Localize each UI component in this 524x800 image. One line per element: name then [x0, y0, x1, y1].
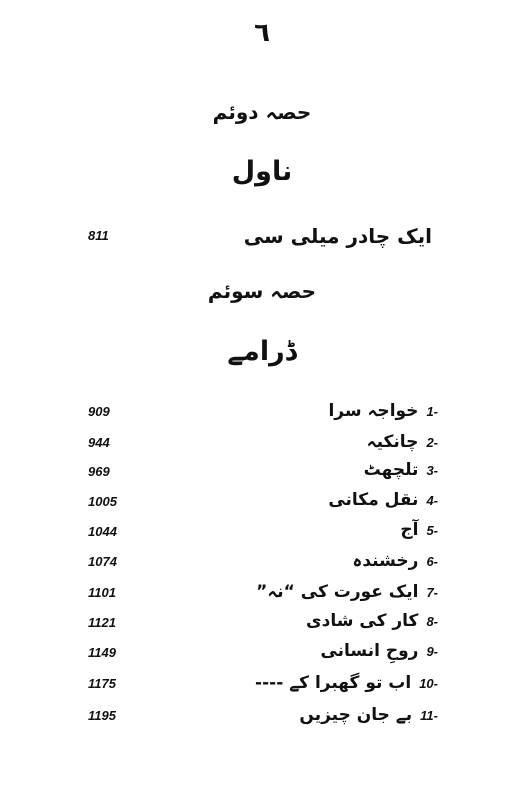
toc-entry-title: کار کی شادی	[306, 611, 419, 631]
toc-page-number: 909	[88, 404, 110, 419]
toc-row-drama-6	[0, 550, 524, 580]
toc-entry	[364, 460, 438, 480]
toc-entry-title: ایک چادر میلی سی	[243, 224, 432, 248]
toc-entry-title: ایک عورت کی “نہ”	[256, 582, 419, 602]
toc-entry-number: 5-	[426, 523, 438, 538]
toc-page-number: 811	[88, 228, 109, 243]
toc-page-number: 1074	[88, 554, 117, 569]
toc-row-drama-11	[0, 704, 524, 734]
toc-entry	[328, 400, 438, 421]
toc-entry-number: 6-	[426, 554, 438, 569]
toc-entry	[256, 581, 438, 602]
toc-row-drama-3	[0, 460, 524, 490]
toc-entry	[299, 704, 438, 725]
toc-entry-title: روحِ انسانی	[320, 641, 419, 661]
toc-entry-number: 8-	[426, 614, 438, 629]
toc-entry-number: 9-	[426, 644, 438, 659]
toc-row-drama-7	[0, 581, 524, 611]
toc-row-drama-4	[0, 490, 524, 520]
toc-page-number: 1121	[88, 615, 116, 630]
toc-entry-number: 2-	[426, 435, 438, 450]
toc-row-drama-10	[0, 672, 524, 702]
toc-entry-title: تلچھٹ	[363, 460, 419, 480]
novel-section-heading: ناول	[231, 156, 293, 187]
page-number: ٦	[254, 18, 270, 48]
toc-page-number: 969	[88, 464, 110, 479]
toc-row-novel	[0, 224, 524, 254]
toc-entry	[367, 431, 438, 452]
part-two-heading: حصہ دوئم	[212, 100, 312, 124]
toc-page-number: 1101	[88, 585, 116, 600]
toc-entry-title: اب تو گھبرا کے ----	[255, 673, 412, 693]
toc-entry	[255, 672, 438, 693]
toc-page-number: 1044	[88, 524, 117, 539]
toc-row-drama-1	[0, 400, 524, 430]
toc-entry-number: 7-	[426, 585, 438, 600]
part-three-heading: حصہ سوئم	[207, 279, 317, 303]
toc-entry-title: بے جان چیزیں	[299, 705, 413, 725]
toc-entry-number: 11-	[420, 708, 438, 723]
toc-entry-title: آج	[400, 520, 419, 540]
toc-page-number: 1149	[88, 645, 116, 660]
toc-row-drama-8	[0, 611, 524, 641]
toc-entry-title: رخشندہ	[352, 551, 419, 571]
toc-entry	[352, 550, 438, 571]
drama-section-heading: ڈرامے	[227, 336, 297, 367]
toc-entry	[320, 641, 438, 661]
toc-entry-title: نقل مکانی	[328, 490, 419, 510]
toc-page-number: 1175	[88, 676, 116, 691]
toc-entry-title: چانکیہ	[366, 432, 419, 452]
toc-row-drama-5	[0, 520, 524, 550]
toc-entry-number: 4-	[426, 493, 438, 508]
toc-entry-number: 3-	[426, 463, 438, 478]
toc-page-number: 944	[88, 435, 110, 450]
toc-entry-number: 10-	[419, 676, 438, 691]
toc-entry	[306, 611, 438, 631]
toc-entry	[328, 490, 438, 510]
toc-row-drama-9	[0, 641, 524, 671]
toc-entry-title: خواجہ سرا	[328, 401, 419, 421]
toc-page-number: 1005	[88, 494, 117, 509]
toc-row-drama-2	[0, 431, 524, 461]
toc-entry	[400, 520, 438, 540]
toc-page-number: 1195	[88, 708, 116, 723]
toc-entry-number: 1-	[426, 404, 438, 419]
